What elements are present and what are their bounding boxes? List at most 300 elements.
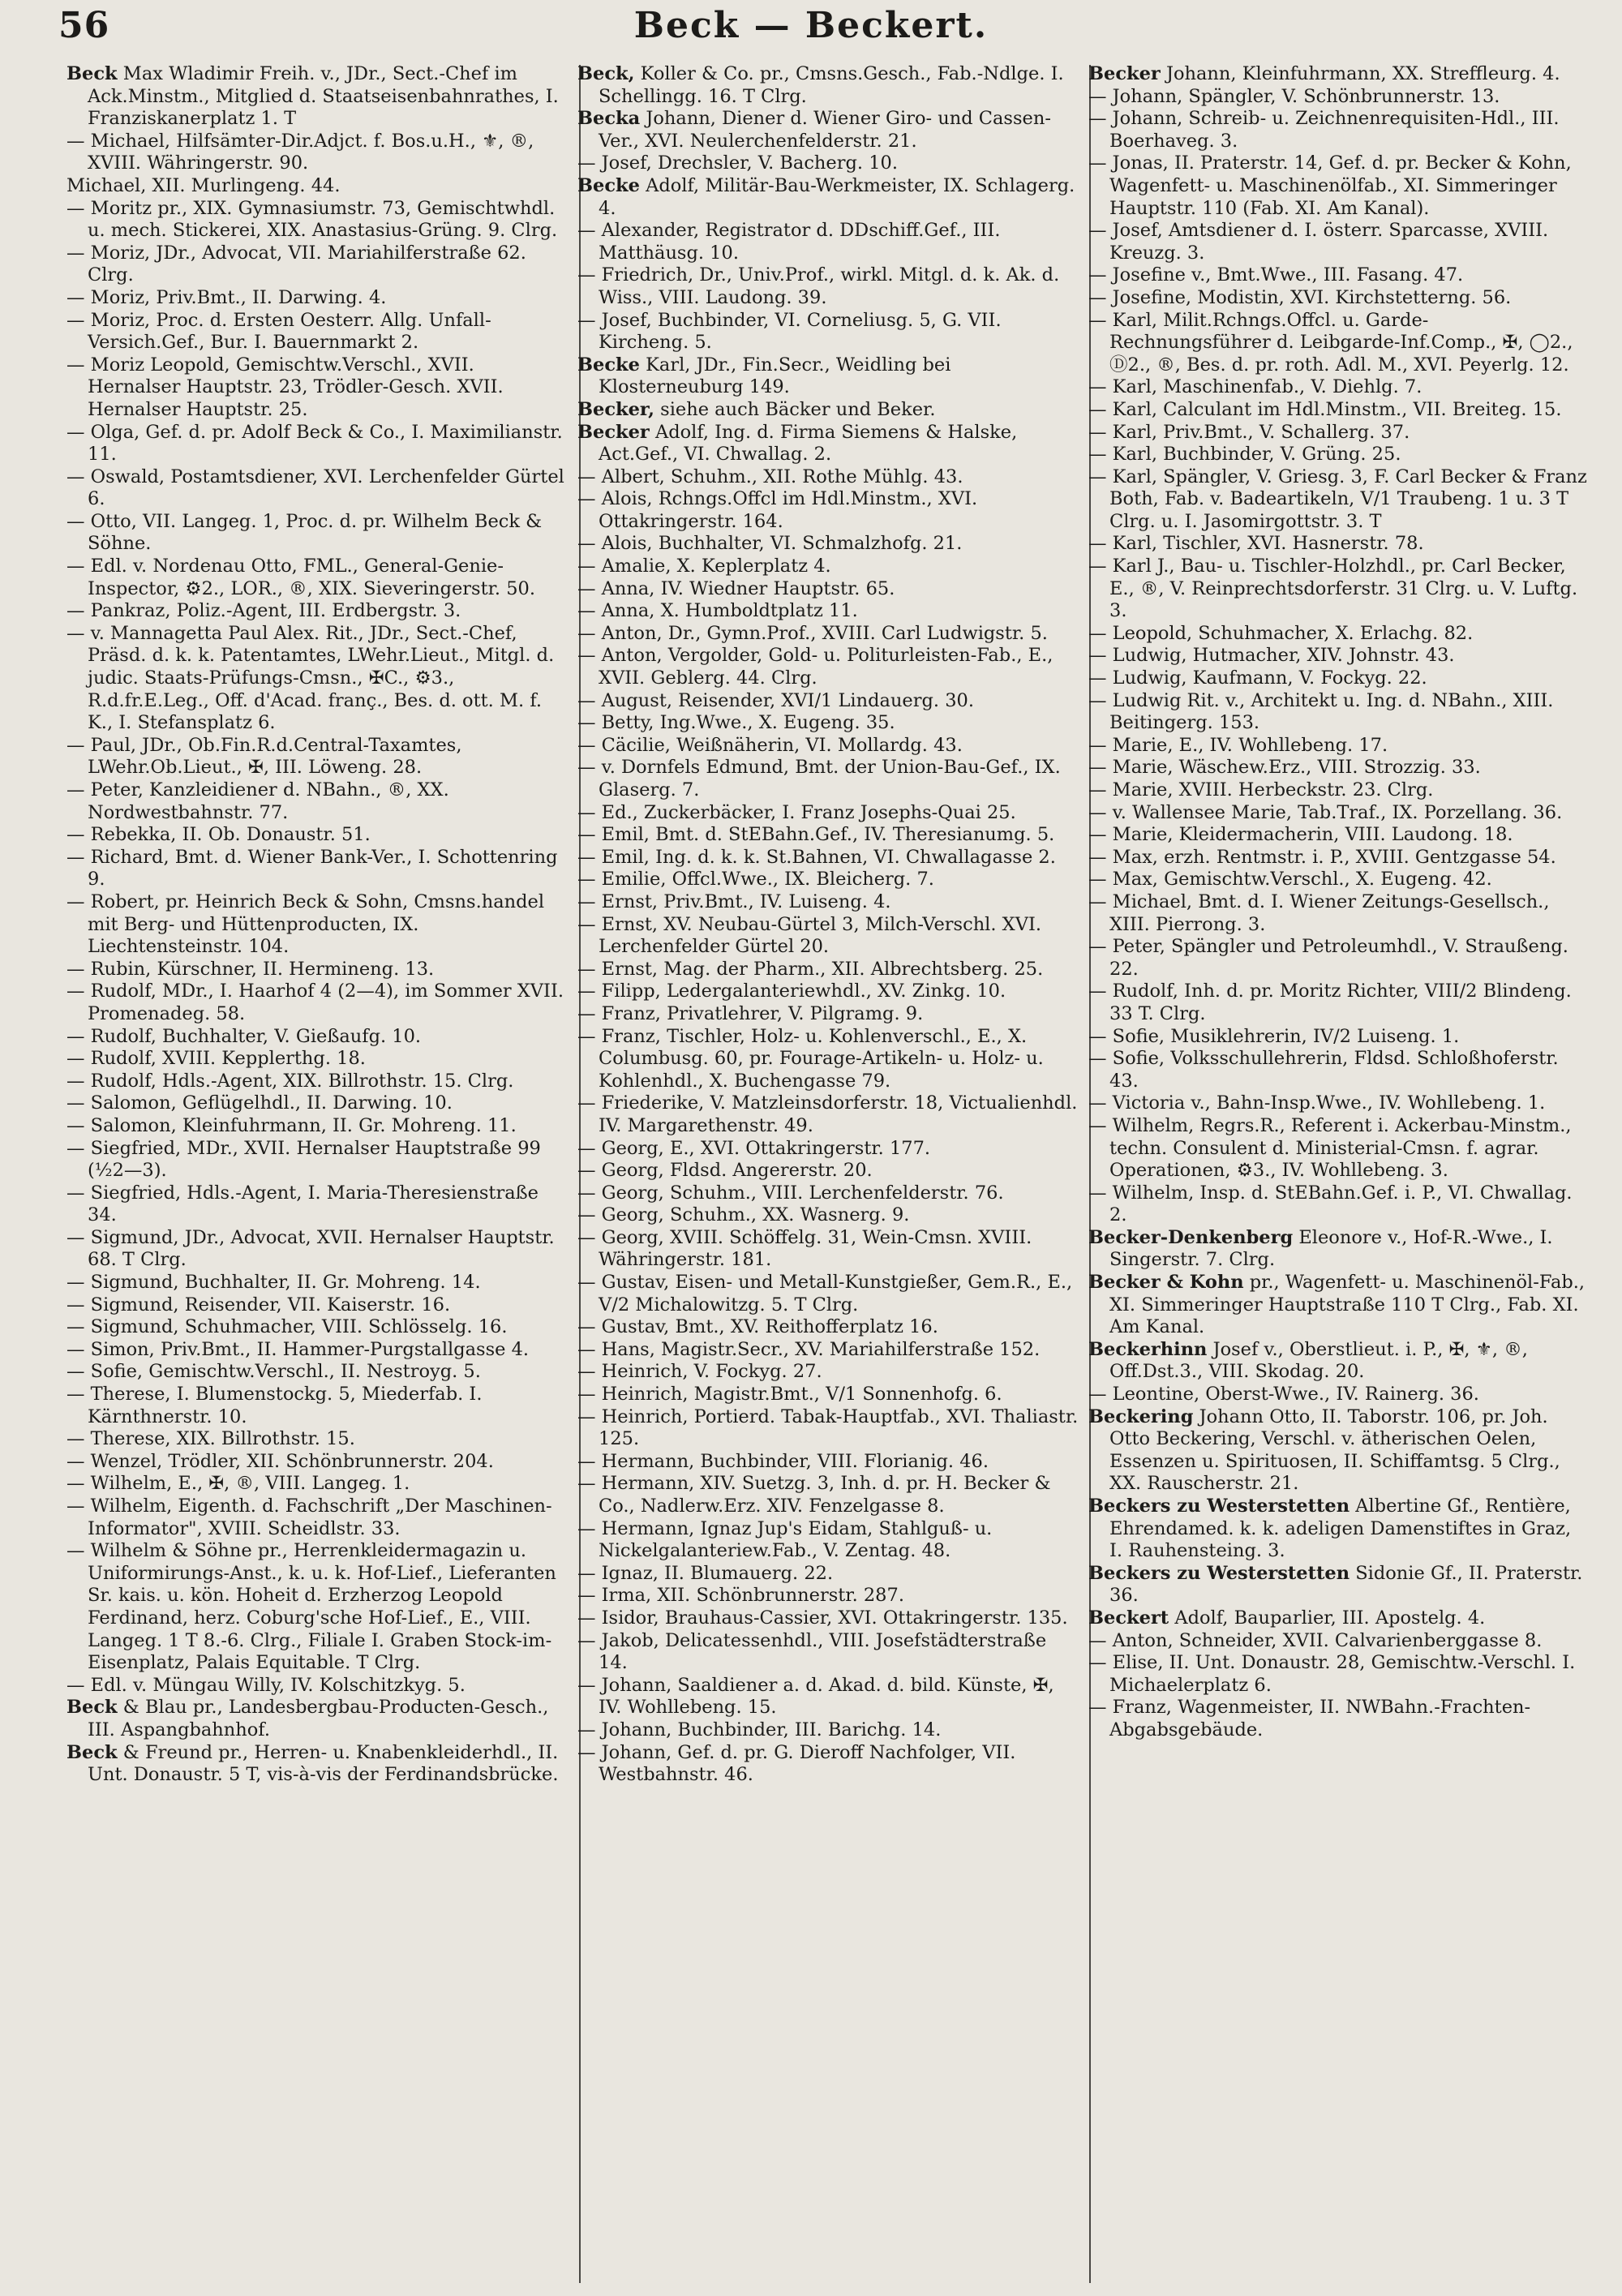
directory-entry <box>67 891 568 959</box>
directory-entry <box>1088 63 1590 86</box>
directory-entry <box>577 533 1079 556</box>
entry-text: — Emil, Ing. d. k. k. St.Bahnen, VI. Chwallagasse 2. <box>577 846 1056 868</box>
directory-entry <box>1088 735 1590 757</box>
directory-entry <box>67 1361 568 1384</box>
entry-surname: Becker <box>1088 63 1161 84</box>
directory-entry <box>577 1451 1079 1474</box>
directory-entry <box>67 1026 568 1049</box>
entry-text: — Ludwig, Hutmacher, XIV. Johnstr. 43. <box>1088 645 1455 667</box>
directory-entry <box>67 63 568 131</box>
entry-surname: Becker-Denkenberg <box>1088 1226 1294 1248</box>
entry-text: — Ludwig Rit. v., Architekt u. Ing. d. NBahn., XIII. Beitingerg. 153. <box>1088 689 1554 734</box>
directory-entry <box>67 1316 568 1339</box>
entry-text: — Hermann, XIV. Suetzg. 3, Inh. d. pr. H. Becker & Co., Nadlerw.Erz. XIV. Fenzelgasse 8. <box>577 1473 1051 1517</box>
directory-entry <box>577 63 1079 108</box>
entry-text: & Freund pr., Herren- u. Knabenkleiderhdl., II. Unt. Donaustr. 5 T, vis-à-vis der Ferdinandsbrücke. <box>88 1741 559 1786</box>
directory-entry <box>577 802 1079 825</box>
directory-entry <box>1088 287 1590 310</box>
directory-entry <box>577 1384 1079 1406</box>
entry-text: — Filipp, Ledergalanteriewhdl., XV. Zinkg. 10. <box>577 981 1006 1002</box>
directory-entry <box>577 1675 1079 1719</box>
directory-entry <box>1088 444 1590 466</box>
entry-text: & Blau pr., Landesbergbau-Producten-Gesch., III. Aspangbahnhof. <box>88 1697 549 1740</box>
entry-text: — Josefine v., Bmt.Wwe., III. Fasang. 47. <box>1088 264 1464 286</box>
directory-entry <box>577 914 1079 959</box>
directory-entry <box>67 1384 568 1428</box>
entry-text: — Salomon, Geflügelhdl., II. Darwing. 10. <box>67 1092 453 1114</box>
entry-text: Albertine Gf., Rentière, Ehrendamed. k. k. adeligen Damenstiftes in Graz, I. Rauhensteing. 3. <box>1109 1496 1572 1562</box>
entry-text: — Richard, Bmt. d. Wiener Bank-Ver., I. Schottenring 9. <box>67 846 558 891</box>
entry-text: Adolf, Bauparlier, III. Apostelg. 4. <box>1169 1607 1486 1629</box>
page-header <box>0 0 1622 57</box>
entry-text: — Betty, Ing.Wwe., X. Eugeng. 35. <box>577 712 895 734</box>
entry-text: Adolf, Militär-Bau-Werkmeister, IX. Schlagerg. 4. <box>599 174 1075 219</box>
entry-text: — Emilie, Offcl.Wwe., IX. Bleicherg. 7. <box>577 869 934 891</box>
entry-text: — Peter, Kanzleidiener d. NBahn., ®, XX. Nordwestbahnstr. 77. <box>67 779 449 823</box>
entry-text: — Heinrich, Portierd. Tabak-Hauptfab., XVI. Thaliastr. 125. <box>577 1405 1079 1450</box>
entry-text: — Anna, X. Humboldtplatz 11. <box>577 600 858 622</box>
entry-text: — Karl, Maschinenfab., V. Diehlg. 7. <box>1088 376 1422 398</box>
entry-text: Johann Otto, II. Taborstr. 106, pr. Joh. Otto Beckering, Verschl. v. ätherischen Oelen, Essenzen u. Spirituosen, II. Schiffamtsg. 5 Clrg., XX. Rauscherstr. 21. <box>1109 1405 1560 1495</box>
entry-text: — Georg, XVIII. Schöffelg. 31, Wein-Cmsn. XVIII. Währingerstr. 181. <box>577 1226 1032 1271</box>
directory-entry <box>67 824 568 847</box>
directory-entry <box>1088 1182 1590 1227</box>
directory-entry <box>577 1182 1079 1205</box>
directory-entry <box>67 1742 568 1787</box>
directory-entry <box>67 1272 568 1294</box>
entry-text: — Irma, XII. Schönbrunnerstr. 287. <box>577 1585 904 1607</box>
entry-text: — Rebekka, II. Ob. Donaustr. 51. <box>67 824 371 846</box>
entry-text: — Wilhelm, Insp. d. StEBahn.Gef. i. P., VI. Chwallag. 2. <box>1088 1182 1573 1226</box>
entry-text: — Ed., Zuckerbäcker, I. Franz Josephs-Quai 25. <box>577 801 1016 823</box>
directory-entry <box>577 1406 1079 1451</box>
entry-text: — Moritz pr., XIX. Gymnasiumstr. 73, Gemischtwhdl. u. mech. Stickerei, XIX. Anastasius-Grüng. 9. Clrg. <box>67 197 558 242</box>
directory-entry <box>577 152 1079 175</box>
entry-text: — Josefine, Modistin, XVI. Kirchstetterng. 56. <box>1088 286 1512 308</box>
entry-text: — Wilhelm, Regrs.R., Referent i. Ackerbau-Minstm., techn. Consulent d. Ministerial-Cmsn. f. agrar. Operationen, ⚙3., IV. Wohllebeng. 3. <box>1088 1114 1572 1182</box>
entry-text: — Wilhelm & Söhne pr., Herrenkleidermagazin u. Uniformirungs-Anst., k. u. k. Hof-Lief., Lieferanten Sr. kais. u. kön. Hoheit d. Erzherzog Leopold Ferdinand, herz. Coburg'sche Hof-Lief., E., VIII. Langeg. 1 T 8.-6. Clrg., Filiale I. Graben Stock-im-Eisenplatz, Palais Equitable. T Clrg. <box>67 1540 556 1674</box>
entry-text: — Moriz Leopold, Gemischtw.Verschl., XVII. Hernalser Hauptstr. 23, Trödler-Gesch. XVII. Hernalser Hauptstr. 25. <box>67 354 504 420</box>
entry-text: pr., Wagenfett- u. Maschinenöl-Fab., XI. Simmeringer Hauptstraße 110 T Clrg., Fab. XI. Am Kanal. <box>1109 1272 1586 1338</box>
entry-surname: Beck <box>67 63 118 84</box>
directory-entry <box>1088 645 1590 667</box>
directory-entry <box>577 1316 1079 1339</box>
directory-entry <box>1088 152 1590 220</box>
directory-entry <box>67 1115 568 1138</box>
entry-text: — Georg, Fldsd. Angererstr. 20. <box>577 1160 873 1182</box>
entry-text: — Marie, XVIII. Herbeckstr. 23. Clrg. <box>1088 779 1434 800</box>
directory-entry <box>67 981 568 1025</box>
entry-text: — Otto, VII. Langeg. 1, Proc. d. pr. Wilhelm Beck & Söhne. <box>67 510 543 555</box>
entry-text: — Rudolf, XVIII. Kepplerthg. 18. <box>67 1048 366 1070</box>
entry-text: — Ludwig, Kaufmann, V. Fockyg. 22. <box>1088 667 1427 689</box>
entry-text: — August, Reisender, XVI/1 Lindauerg. 30. <box>577 689 974 711</box>
directory-entry <box>67 198 568 242</box>
directory-entry <box>1088 936 1590 981</box>
entry-surname: Beckerhinn <box>1088 1338 1208 1360</box>
directory-entry <box>1088 1272 1590 1339</box>
entry-text: — Anton, Dr., Gymn.Prof., XVIII. Carl Ludwigstr. 5. <box>577 622 1048 644</box>
entry-text: — Hermann, Buchbinder, VIII. Florianig. 46. <box>577 1450 989 1472</box>
directory-entry <box>67 1227 568 1272</box>
directory-entry <box>1088 220 1590 264</box>
directory-entry <box>577 310 1079 354</box>
directory-entry <box>577 712 1079 735</box>
entry-text: — Ernst, XV. Neubau-Gürtel 3, Milch-Verschl. XVI. Lerchenfelder Gürtel 20. <box>577 913 1041 958</box>
entry-text: — Hans, Magistr.Secr., XV. Mariahilferstraße 152. <box>577 1338 1041 1360</box>
entry-text: — Ignaz, II. Blumauerg. 22. <box>577 1562 834 1584</box>
directory-entry <box>67 1675 568 1697</box>
entry-text: Johann, Diener d. Wiener Giro- und Cassen-Ver., XVI. Neulerchenfelderstr. 21. <box>599 108 1051 152</box>
entry-surname: Beck <box>67 1741 118 1763</box>
directory-entry <box>1088 1563 1590 1607</box>
directory-entry <box>67 1339 568 1362</box>
entry-text: — Rudolf, MDr., I. Haarhof 4 (2—4), im Sommer XVII. Promenadeg. 58. <box>67 981 564 1024</box>
directory-entry <box>1088 422 1590 444</box>
entry-text: Karl, JDr., Fin.Secr., Weidling bei Klosterneuburg 149. <box>599 354 951 398</box>
directory-entry <box>1088 1406 1590 1496</box>
entry-text: — Moriz, Priv.Bmt., II. Darwing. 4. <box>67 286 387 308</box>
entry-text: — Siegfried, MDr., XVII. Hernalser Hauptstraße 99 (½2—3). <box>67 1137 541 1182</box>
column-1 <box>67 63 568 2285</box>
directory-entry <box>577 1742 1079 1787</box>
entry-text: — Wilhelm, Eigenth. d. Fachschrift „Der Maschinen-Informator", XVIII. Scheidlstr. 33. <box>67 1496 552 1539</box>
directory-entry <box>1088 310 1590 377</box>
directory-entry <box>577 1473 1079 1517</box>
directory-entry <box>577 1630 1079 1675</box>
directory-entry <box>577 354 1079 399</box>
directory-entry <box>577 466 1079 489</box>
entry-text: — Marie, Wäschew.Erz., VIII. Strozzig. 33. <box>1088 757 1481 779</box>
entry-text: — Paul, JDr., Ob.Fin.R.d.Central-Taxamtes, LWehr.Ob.Lieut., ✠, III. Löweng. 28. <box>67 734 462 779</box>
entry-text: — Johann, Gef. d. pr. G. Dieroff Nachfolger, VII. Westbahnstr. 46. <box>577 1741 1016 1786</box>
directory-entry <box>1088 466 1590 534</box>
entry-text: — Franz, Wagenmeister, II. NWBahn.-Frachten-Abgabsgebäude. <box>1088 1697 1531 1740</box>
entry-text: — Michael, Hilfsämter-Dir.Adjct. f. Bos.u.H., ⚜, ®, XVIII. Währingerstr. 90. <box>67 130 534 174</box>
directory-entry <box>1088 757 1590 779</box>
directory-entry <box>67 556 568 600</box>
entry-text: — Sofie, Musiklehrerin, IV/2 Luiseng. 1. <box>1088 1025 1460 1047</box>
directory-entry <box>577 1719 1079 1742</box>
entry-text: — Pankraz, Poliz.-Agent, III. Erdbergstr. 3. <box>67 600 461 622</box>
entry-text: — Heinrich, V. Fockyg. 27. <box>577 1361 822 1383</box>
entry-text: — Alexander, Registrator d. DDschiff.Gef., III. Matthäusg. 10. <box>577 220 1001 264</box>
entry-surname: Becka <box>577 108 641 130</box>
entry-text: — Amalie, X. Keplerplatz 4. <box>577 556 831 577</box>
entry-text: — Rudolf, Buchhalter, V. Gießaufg. 10. <box>67 1025 422 1047</box>
entry-text: siehe auch Bäcker und Beker. <box>654 398 936 420</box>
directory-entry <box>577 959 1079 981</box>
directory-entry <box>1088 802 1590 825</box>
directory-entry <box>67 1540 568 1675</box>
entry-text: — Anton, Vergolder, Gold- u. Politurleisten-Fab., E., XVII. Geblerg. 44. Clrg. <box>577 645 1053 689</box>
entry-text: — Jakob, Delicatessenhdl., VIII. Josefstädterstraße 14. <box>577 1629 1047 1674</box>
entry-text: — Sofie, Volksschullehrerin, Fldsd. Schloßhoferstr. 43. <box>1088 1048 1559 1092</box>
entry-text: Eleonore v., Hof-R.-Wwe., I. Singerstr. 7. Clrg. <box>1109 1226 1553 1271</box>
directory-entry <box>577 824 1079 847</box>
directory-entry <box>67 959 568 981</box>
directory-entry <box>577 220 1079 264</box>
directory-entry <box>1088 86 1590 109</box>
entry-text: — Michael, Bmt. d. I. Wiener Zeitungs-Gesellsch., XIII. Pierrong. 3. <box>1088 891 1550 935</box>
entry-text: — Franz, Privatlehrer, V. Pilgramg. 9. <box>577 1002 924 1024</box>
directory-entry <box>67 1496 568 1540</box>
entry-text: — Heinrich, Magistr.Bmt., V/1 Sonnenhofg. 6. <box>577 1384 1002 1405</box>
entry-text: — Ernst, Mag. der Pharm., XII. Albrechtsberg. 25. <box>577 958 1044 980</box>
entry-text: — Johann, Schreib- u. Zeichnenrequisiten-Hdl., III. Boerhaveg. 3. <box>1088 108 1560 152</box>
entry-text: — Edl. v. Müngau Willy, IV. Kolschitzkyg. 5. <box>67 1674 466 1696</box>
entry-text: — Anton, Schneider, XVII. Calvarienberggasse 8. <box>1088 1629 1543 1651</box>
entry-text: — Elise, II. Unt. Donaustr. 28, Gemischtw.-Verschl. I. Michaelerplatz 6. <box>1088 1652 1576 1696</box>
entry-text: — Gustav, Bmt., XV. Reithofferplatz 16. <box>577 1316 938 1338</box>
entry-text: — Karl J., Bau- u. Tischler-Holzhdl., pr. Carl Becker, E., ®, V. Reinprechtsdorferstr. 31 Clrg. u. V. Luftg. 3. <box>1088 556 1578 622</box>
directory-entry <box>577 891 1079 914</box>
entry-text: — Leopold, Schuhmacher, X. Erlachg. 82. <box>1088 622 1474 644</box>
directory-entry <box>577 1585 1079 1607</box>
entry-text: — Johann, Spängler, V. Schönbrunnerstr. 13. <box>1088 85 1500 107</box>
entry-text: — Salomon, Kleinfuhrmann, II. Gr. Mohreng. 11. <box>67 1114 517 1136</box>
directory-entry <box>1088 891 1590 936</box>
directory-entry <box>1088 1048 1590 1092</box>
directory-entry <box>1088 1115 1590 1182</box>
directory-entry <box>67 1092 568 1115</box>
entry-text: — Ernst, Priv.Bmt., IV. Luiseng. 4. <box>577 891 891 912</box>
entry-text: — Friederike, V. Matzleinsdorferstr. 18, Victualienhdl. IV. Margarethenstr. 49. <box>577 1092 1078 1136</box>
directory-entry <box>67 779 568 824</box>
entry-surname: Beck <box>67 1697 118 1719</box>
entry-text: — Rubin, Kürschner, II. Hermineng. 13. <box>67 958 435 980</box>
entry-text: — Friedrich, Dr., Univ.Prof., wirkl. Mitgl. d. k. Ak. d. Wiss., VIII. Laudong. 39. <box>577 264 1060 308</box>
directory-entry <box>67 466 568 511</box>
entry-text: — Moriz, Proc. d. Ersten Oesterr. Allg. Unfall-Versich.Gef., Bur. I. Bauernmarkt 2. <box>67 309 491 354</box>
directory-entry <box>577 1003 1079 1026</box>
entry-text: — Josef, Amtsdiener d. I. österr. Sparcasse, XVIII. Kreuzg. 3. <box>1088 220 1549 264</box>
directory-entry <box>577 1518 1079 1563</box>
entry-text: — Sofie, Gemischtw.Verschl., II. Nestroyg. 5. <box>67 1361 481 1383</box>
directory-entry <box>1088 376 1590 399</box>
entry-surname: Beckering <box>1088 1405 1194 1427</box>
directory-entry <box>577 1026 1079 1093</box>
directory-entry <box>577 1361 1079 1384</box>
entry-text: — Sigmund, Schuhmacher, VIII. Schlösselg. 16. <box>67 1316 508 1338</box>
entry-text: — Jonas, II. Praterstr. 14, Gef. d. pr. Becker & Kohn, Wagenfett- u. Maschinenölfab., XI. Simmeringer Hauptstr. 110 (Fab. XI. Am Kanal). <box>1088 152 1572 219</box>
directory-entry <box>577 981 1079 1003</box>
directory-entry <box>577 1092 1079 1137</box>
directory-entry <box>1088 1607 1590 1630</box>
directory-entry <box>577 690 1079 713</box>
directory-entry <box>1088 667 1590 690</box>
entry-text: — Isidor, Brauhaus-Cassier, XVI. Ottakringerstr. 135. <box>577 1607 1068 1629</box>
entry-text: — Karl, Milit.Rchngs.Offcl. u. Garde-Rechnungsführer d. Leibgarde-Inf.Comp., ✠, ◯2., Ⓓ2., ®, Bes. d. pr. roth. Adl. M., XVI. Peyerlg. 12. <box>1088 309 1573 376</box>
entry-text: — Sigmund, Reisender, VII. Kaiserstr. 16. <box>67 1294 451 1315</box>
entry-surname: Beck, <box>577 63 635 84</box>
entry-text: — Georg, Schuhm., XX. Wasnerg. 9. <box>577 1204 910 1226</box>
directory-entry <box>577 488 1079 533</box>
entry-text: Josef v., Oberstlieut. i. P., ✠, ⚜, ®, Off.Dst.3., VIII. Skodag. 20. <box>1109 1338 1528 1383</box>
entry-text: — Josef, Buchbinder, VI. Corneliusg. 5, G. VII. Kircheng. 5. <box>577 309 1002 354</box>
entry-text: — Karl, Buchbinder, V. Grüng. 25. <box>1088 444 1401 466</box>
directory-entry <box>577 1160 1079 1182</box>
columns <box>67 63 1607 2285</box>
entry-text: — Sigmund, JDr., Advocat, XVII. Hernalser Hauptstr. 68. T Clrg. <box>67 1226 555 1271</box>
directory-entry <box>1088 1026 1590 1049</box>
entry-text: Sidonie Gf., II. Praterstr. 36. <box>1109 1562 1583 1607</box>
entry-text: — Karl, Priv.Bmt., V. Schallerg. 37. <box>1088 421 1410 443</box>
directory-entry <box>67 735 568 779</box>
entry-text: — Karl, Tischler, XVI. Hasnerstr. 78. <box>1088 533 1424 555</box>
directory-entry <box>67 1473 568 1496</box>
directory-entry <box>1088 1652 1590 1697</box>
directory-entry <box>1088 1092 1590 1115</box>
directory-entry <box>67 354 568 422</box>
directory-entry <box>577 1607 1079 1630</box>
directory-entry <box>577 869 1079 891</box>
entry-text: — Oswald, Postamtsdiener, XVI. Lerchenfelder Gürtel 6. <box>67 466 564 510</box>
directory-entry <box>67 847 568 891</box>
entry-text: — Therese, I. Blumenstockg. 5, Miederfab. I. Kärnthnerstr. 10. <box>67 1384 483 1427</box>
directory-entry <box>1088 1496 1590 1563</box>
directory-entry <box>67 422 568 466</box>
directory-entry <box>1088 779 1590 802</box>
directory-entry <box>1088 824 1590 847</box>
directory-entry <box>67 1428 568 1451</box>
directory-entry <box>67 242 568 287</box>
column-3 <box>1088 63 1590 2285</box>
directory-entry <box>577 1138 1079 1161</box>
directory-entry <box>67 131 568 175</box>
directory-entry <box>577 422 1079 466</box>
entry-text: — Peter, Spängler und Petroleumhdl., V. Straußeng. 22. <box>1088 936 1568 980</box>
directory-entry <box>67 1048 568 1071</box>
entry-text: — Leontine, Oberst-Wwe., IV. Rainerg. 36. <box>1088 1384 1479 1405</box>
directory-entry <box>1088 869 1590 891</box>
entry-text: — Wilhelm, E., ✠, ®, VIII. Langeg. 1. <box>67 1473 410 1495</box>
directory-entry <box>67 1451 568 1474</box>
entry-surname: Beckers zu Westerstetten <box>1088 1496 1350 1517</box>
directory-entry <box>1088 108 1590 152</box>
directory-entry <box>577 735 1079 757</box>
directory-entry <box>67 600 568 623</box>
directory-entry <box>1088 847 1590 869</box>
entry-text: — Karl, Spängler, V. Griesg. 3, F. Carl Becker & Franz Both, Fab. v. Badeartikeln, V/1 Traubeng. 1 u. 3 T Clrg. u. I. Jasomirgottstr. 3. T <box>1088 466 1587 532</box>
entry-text: — Gustav, Eisen- und Metall-Kunstgießer, Gem.R., E., V/2 Michalowitzg. 5. T Clrg. <box>577 1272 1073 1315</box>
entry-text: — Emil, Bmt. d. StEBahn.Gef., IV. Theresianumg. 5. <box>577 824 1055 846</box>
directory-entry <box>67 511 568 556</box>
entry-text: — v. Wallensee Marie, Tab.Traf., IX. Porzellang. 36. <box>1088 801 1563 823</box>
page-number: 56 <box>58 5 110 46</box>
directory-entry <box>577 108 1079 152</box>
column-2 <box>577 63 1079 2285</box>
entry-text: — Simon, Priv.Bmt., II. Hammer-Purgstallgasse 4. <box>67 1338 530 1360</box>
directory-entry <box>577 623 1079 646</box>
directory-entry <box>577 1227 1079 1272</box>
entry-text: — Sigmund, Buchhalter, II. Gr. Mohreng. 14. <box>67 1272 481 1294</box>
entry-text: — Max, erzh. Rentmstr. i. P., XVIII. Gentzgasse 54. <box>1088 846 1556 868</box>
directory-entry <box>577 556 1079 578</box>
directory-entry <box>1088 1227 1590 1272</box>
directory-entry <box>577 600 1079 623</box>
entry-text: Johann, Kleinfuhrmann, XX. Streffleurg. 4. <box>1160 63 1560 84</box>
entry-text: — Karl, Calculant im Hdl.Minstm., VII. Breiteg. 15. <box>1088 398 1562 420</box>
entry-surname: Becker <box>577 421 650 443</box>
entry-text: — v. Mannagetta Paul Alex. Rit., JDr., Sect.-Chef, Präsd. d. k. k. Patentamtes, LWehr.Lieut., Mitgl. d. judic. Staats-Prüfungs-Cmsn., ✠C., ⚙3., R.d.fr.E.Leg., Off. d'Acad. franç., Bes. d. ott. M. f. K., I. Stefansplatz 6. <box>67 622 555 734</box>
directory-entry <box>577 1272 1079 1316</box>
directory-entry <box>67 1294 568 1317</box>
entry-text: — Marie, Kleidermacherin, VIII. Laudong. 18. <box>1088 824 1513 846</box>
entry-text: — Cäcilie, Weißnäherin, VI. Mollardg. 43. <box>577 734 963 756</box>
entry-text: Koller & Co. pr., Cmsns.Gesch., Fab.-Ndlge. I. Schellingg. 16. T Clrg. <box>599 63 1064 107</box>
entry-text: — Siegfried, Hdls.-Agent, I. Maria-Theresienstraße 34. <box>67 1182 539 1226</box>
entry-text: — Hermann, Ignaz Jup's Eidam, Stahlguß- u. Nickelgalanteriew.Fab., V. Zentag. 48. <box>577 1517 993 1562</box>
directory-entry <box>1088 1339 1590 1384</box>
entry-text: Adolf, Ing. d. Firma Siemens & Halske, Act.Gef., VI. Chwallag. 2. <box>599 421 1018 466</box>
entry-text: — Marie, E., IV. Wohllebeng. 17. <box>1088 734 1388 756</box>
directory-entry <box>67 1182 568 1227</box>
entry-text: — Georg, E., XVI. Ottakringerstr. 177. <box>577 1137 931 1159</box>
entry-text: — Wenzel, Trödler, XII. Schönbrunnerstr. 204. <box>67 1450 494 1472</box>
entry-text: — v. Dornfels Edmund, Bmt. der Union-Bau-Gef., IX. Glaserg. 7. <box>577 757 1061 800</box>
directory-entry <box>1088 1384 1590 1406</box>
directory-entry <box>67 1071 568 1093</box>
entry-text: — Olga, Gef. d. pr. Adolf Beck & Co., I. Maximilianstr. 11. <box>67 421 563 466</box>
directory-entry <box>577 1563 1079 1586</box>
entry-text: — Edl. v. Nordenau Otto, FML., General-Genie-Inspector, ⚙2., LOR., ®, XIX. Sieveringerstr. 50. <box>67 556 536 599</box>
directory-entry <box>67 623 568 735</box>
running-title: Beck — Beckert. <box>633 5 989 46</box>
entry-surname: Becke <box>577 174 640 196</box>
entry-surname: Becker, <box>577 398 654 420</box>
entry-text: — Johann, Saaldiener a. d. Akad. d. bild. Künste, ✠, IV. Wohllebeng. 15. <box>577 1674 1054 1719</box>
directory-entry <box>577 175 1079 220</box>
entry-text: — Josef, Drechsler, V. Bacherg. 10. <box>577 152 898 174</box>
entry-text: — Georg, Schuhm., VIII. Lerchenfelderstr. 76. <box>577 1182 1004 1204</box>
entry-text: — Moriz, JDr., Advocat, VII. Mariahilferstraße 62. Clrg. <box>67 242 526 286</box>
directory-entry <box>67 287 568 310</box>
directory-entry <box>1088 556 1590 623</box>
entry-text: — Max, Gemischtw.Verschl., X. Eugeng. 42. <box>1088 869 1492 891</box>
directory-entry <box>577 399 1079 422</box>
directory-entry <box>1088 1630 1590 1653</box>
entry-text: — Robert, pr. Heinrich Beck & Sohn, Cmsns.handel mit Berg- und Hüttenproducten, IX. Liechtensteinstr. 104. <box>67 891 545 958</box>
directory-entry <box>577 757 1079 801</box>
entry-text: — Franz, Tischler, Holz- u. Kohlenverschl., E., X. Columbusg. 60, pr. Fourage-Artikeln- u. Holz- u. Kohlenhdl., X. Buchengasse 79. <box>577 1025 1044 1092</box>
directory-entry <box>1088 264 1590 287</box>
entry-surname: Beckers zu Westerstetten <box>1088 1562 1350 1584</box>
entry-text: Max Wladimir Freih. v., JDr., Sect.-Chef im Ack.Minstm., Mitglied d. Staatseisenbahnrathes, I. Franziskanerplatz 1. T <box>88 63 559 130</box>
directory-entry <box>1088 690 1590 735</box>
entry-text: — Rudolf, Inh. d. pr. Moritz Richter, VIII/2 Blindeng. 33 T. Clrg. <box>1088 981 1572 1024</box>
entry-text: — Rudolf, Hdls.-Agent, XIX. Billrothstr. 15. Clrg. <box>67 1070 514 1092</box>
directory-entry <box>67 1138 568 1182</box>
directory-entry <box>67 1697 568 1741</box>
directory-entry <box>577 1339 1079 1362</box>
entry-text: Michael, XII. Murlingeng. 44. <box>67 174 341 196</box>
entry-surname: Beckert <box>1088 1607 1169 1629</box>
entry-text: — Anna, IV. Wiedner Hauptstr. 65. <box>577 577 895 599</box>
directory-entry <box>1088 981 1590 1025</box>
directory-entry <box>577 847 1079 869</box>
directory-entry <box>1088 623 1590 646</box>
directory-entry <box>577 264 1079 309</box>
entry-text: — Alois, Rchngs.Offcl im Hdl.Minstm., XVI. Ottakringerstr. 164. <box>577 488 978 532</box>
directory-entry <box>577 1204 1079 1227</box>
directory-entry <box>1088 533 1590 556</box>
entry-text: — Johann, Buchbinder, III. Barichg. 14. <box>577 1719 942 1740</box>
directory-entry <box>67 175 568 198</box>
entry-text: — Victoria v., Bahn-Insp.Wwe., IV. Wohllebeng. 1. <box>1088 1092 1546 1114</box>
directory-entry <box>577 645 1079 689</box>
entry-text: — Therese, XIX. Billrothstr. 15. <box>67 1428 355 1450</box>
